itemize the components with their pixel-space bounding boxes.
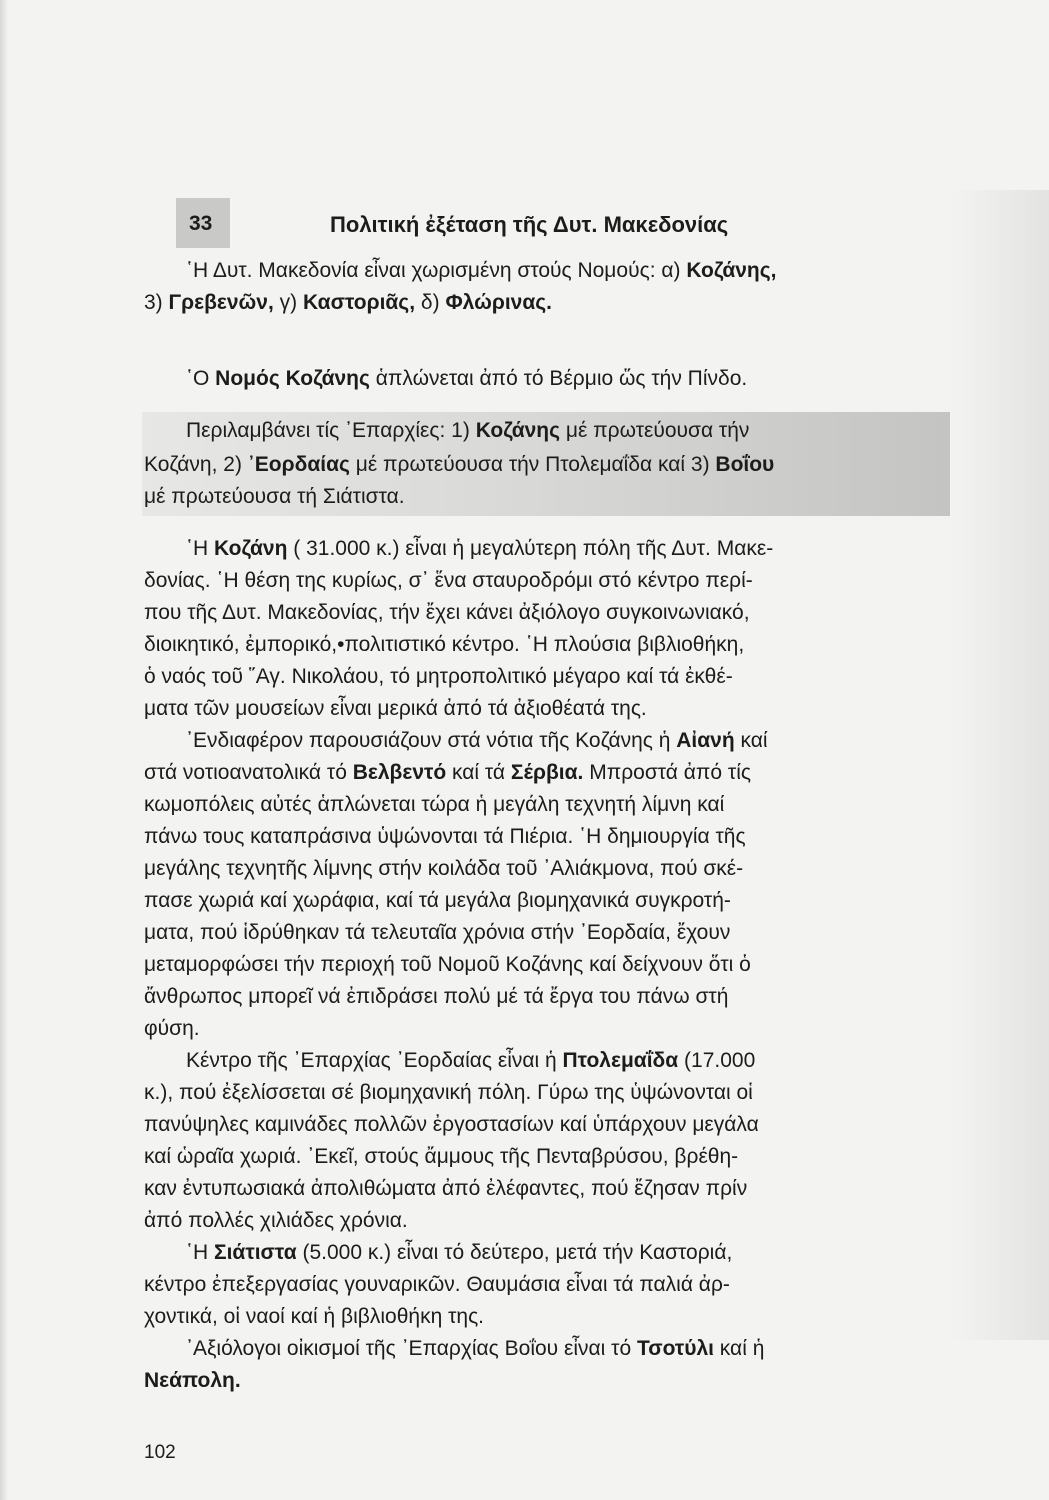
text-line: κέντρο ἐπεξεργασίας γουναρικῶν. Θαυμάσια εἶναι τά παλιά ἀρ- [144,1273,730,1296]
text-line: καί ὡραῖα χωριά. ᾽Εκεῖ, στούς ἄμμους τῆς Πενταβρύσου, βρέθη- [144,1145,739,1168]
text-line: ῾Η Δυτ. Μακεδονία εἶναι χωρισμένη στούς Νομούς: α) Κοζάνης, [186,259,777,282]
chapter-number: 33 [189,212,213,235]
text-line: πανύψηλες καμινάδες πολλῶν ἐργοστασίων καί ὑπάρχουν μεγάλα [144,1113,759,1136]
bleed-through-shadow [950,190,1049,1340]
text-line: Περιλαμβάνει τίς ᾽Επαρχίες: 1) Κοζάνης μέ πρωτεύουσα τήν [186,419,750,442]
chapter-title: Πολιτική ἐξέταση τῆς Δυτ. Μακεδονίας [330,212,729,237]
text-line: χοντικά, οἱ ναοί καί ἡ βιβλιοθήκη της. [144,1305,485,1328]
text-line: μεταμορφώσει τήν περιοχή τοῦ Νομοῦ Κοζάνης καί δείχνουν ὅτι ὁ [144,953,751,976]
text-line: Κοζάνη, 2) ᾽Εορδαίας μέ πρωτεύουσα τήν Πτολεμαΐδα καί 3) Βοΐου [144,453,775,476]
page-number: 102 [144,1442,176,1463]
text-line: πασε χωριά καί χωράφια, καί τά μεγάλα βιομηχανικά συγκροτή- [144,889,731,912]
text-line: Κέντρο τῆς ᾽Επαρχίας ᾽Εορδαίας εἶναι ἡ Πτολεμαΐδα (17.000 [186,1049,756,1072]
text-line: ᾽Αξιόλογοι οἰκισμοί τῆς ᾽Επαρχίας Βοΐου εἶναι τό Τσοτύλι καί ἡ [186,1337,765,1360]
text-line: ῾Ο Νομός Κοζάνης ἁπλώνεται ἀπό τό Βέρμιο ὥς τήν Πίνδο. [186,367,748,390]
text-line: δονίας. ῾Η θέση της κυρίως, σ᾽ ἕνα σταυροδρόμι στό κέντρο περί- [144,569,753,592]
text-line: ὁ ναός τοῦ ῞Αγ. Νικολάου, τό μητροπολιτικό μέγαρο καί τά ἐκθέ- [144,665,733,688]
text-line: 3) Γρεβενῶν, γ) Καστοριᾶς, δ) Φλώρινας. [144,291,553,314]
text-line: ῾Η Σιάτιστα (5.000 κ.) εἶναι τό δεύτερο, μετά τήν Καστοριά, [186,1241,733,1264]
text-line: ἀπό πολλές χιλιάδες χρόνια. [144,1209,408,1232]
text-line: φύση. [144,1017,200,1040]
text-line: ματα τῶν μουσείων εἶναι μερικά ἀπό τά ἀξιοθέατά της. [144,697,647,720]
text-line: ῾Η Κοζάνη ( 31.000 κ.) εἶναι ἡ μεγαλύτερη πόλη τῆς Δυτ. Μακε- [186,537,774,560]
text-line: που τῆς Δυτ. Μακεδονίας, τήν ἔχει κάνει ἀξιόλογο συγκοινωνιακό, [144,601,750,624]
text-line: ᾽Ενδιαφέρον παρουσιάζουν στά νότια τῆς Κοζάνης ἡ Αἰανή καί [186,729,768,752]
text-line: μέ πρωτεύουσα τή Σιάτιστα. [144,485,405,508]
page-edge-shadow [0,0,8,1500]
text-line: μεγάλης τεχνητῆς λίμνης στήν κοιλάδα τοῦ ᾽Αλιάκμονα, πού σκέ- [144,857,744,880]
text-line: ματα, πού ἱδρύθηκαν τά τελευταῖα χρόνια στήν ᾽Εορδαία, ἔχουν [144,921,731,944]
text-line: Νεάπολη. [144,1369,241,1392]
text-line: διοικητικό, ἐμπορικό,•πολιτιστικό κέντρο. ῾Η πλούσια βιβλιοθήκη, [144,633,745,656]
text-line: πάνω τους καταπράσινα ὑψώνονται τά Πιέρια. ῾Η δημιουργία τῆς [144,825,746,848]
text-line: κωμοπόλεις αὐτές ἁπλώνεται τώρα ἡ μεγάλη τεχνητή λίμνη καί [144,793,725,816]
text-line: ἄνθρωπος μπορεῖ νά ἐπιδράσει πολύ μέ τά ἔργα του πάνω στή [144,985,729,1008]
text-line: κ.), πού ἐξελίσσεται σέ βιομηχανική πόλη. Γύρω της ὑψώνονται οἱ [144,1081,753,1104]
text-line: καν ἐντυπωσιακά ἀπολιθώματα ἀπό ἐλέφαντες, πού ἔζησαν πρίν [144,1177,748,1200]
text-line: στά νοτιοανατολικά τό Βελβεντό καί τά Σέρβια. Μπροστά ἀπό τίς [144,761,751,784]
